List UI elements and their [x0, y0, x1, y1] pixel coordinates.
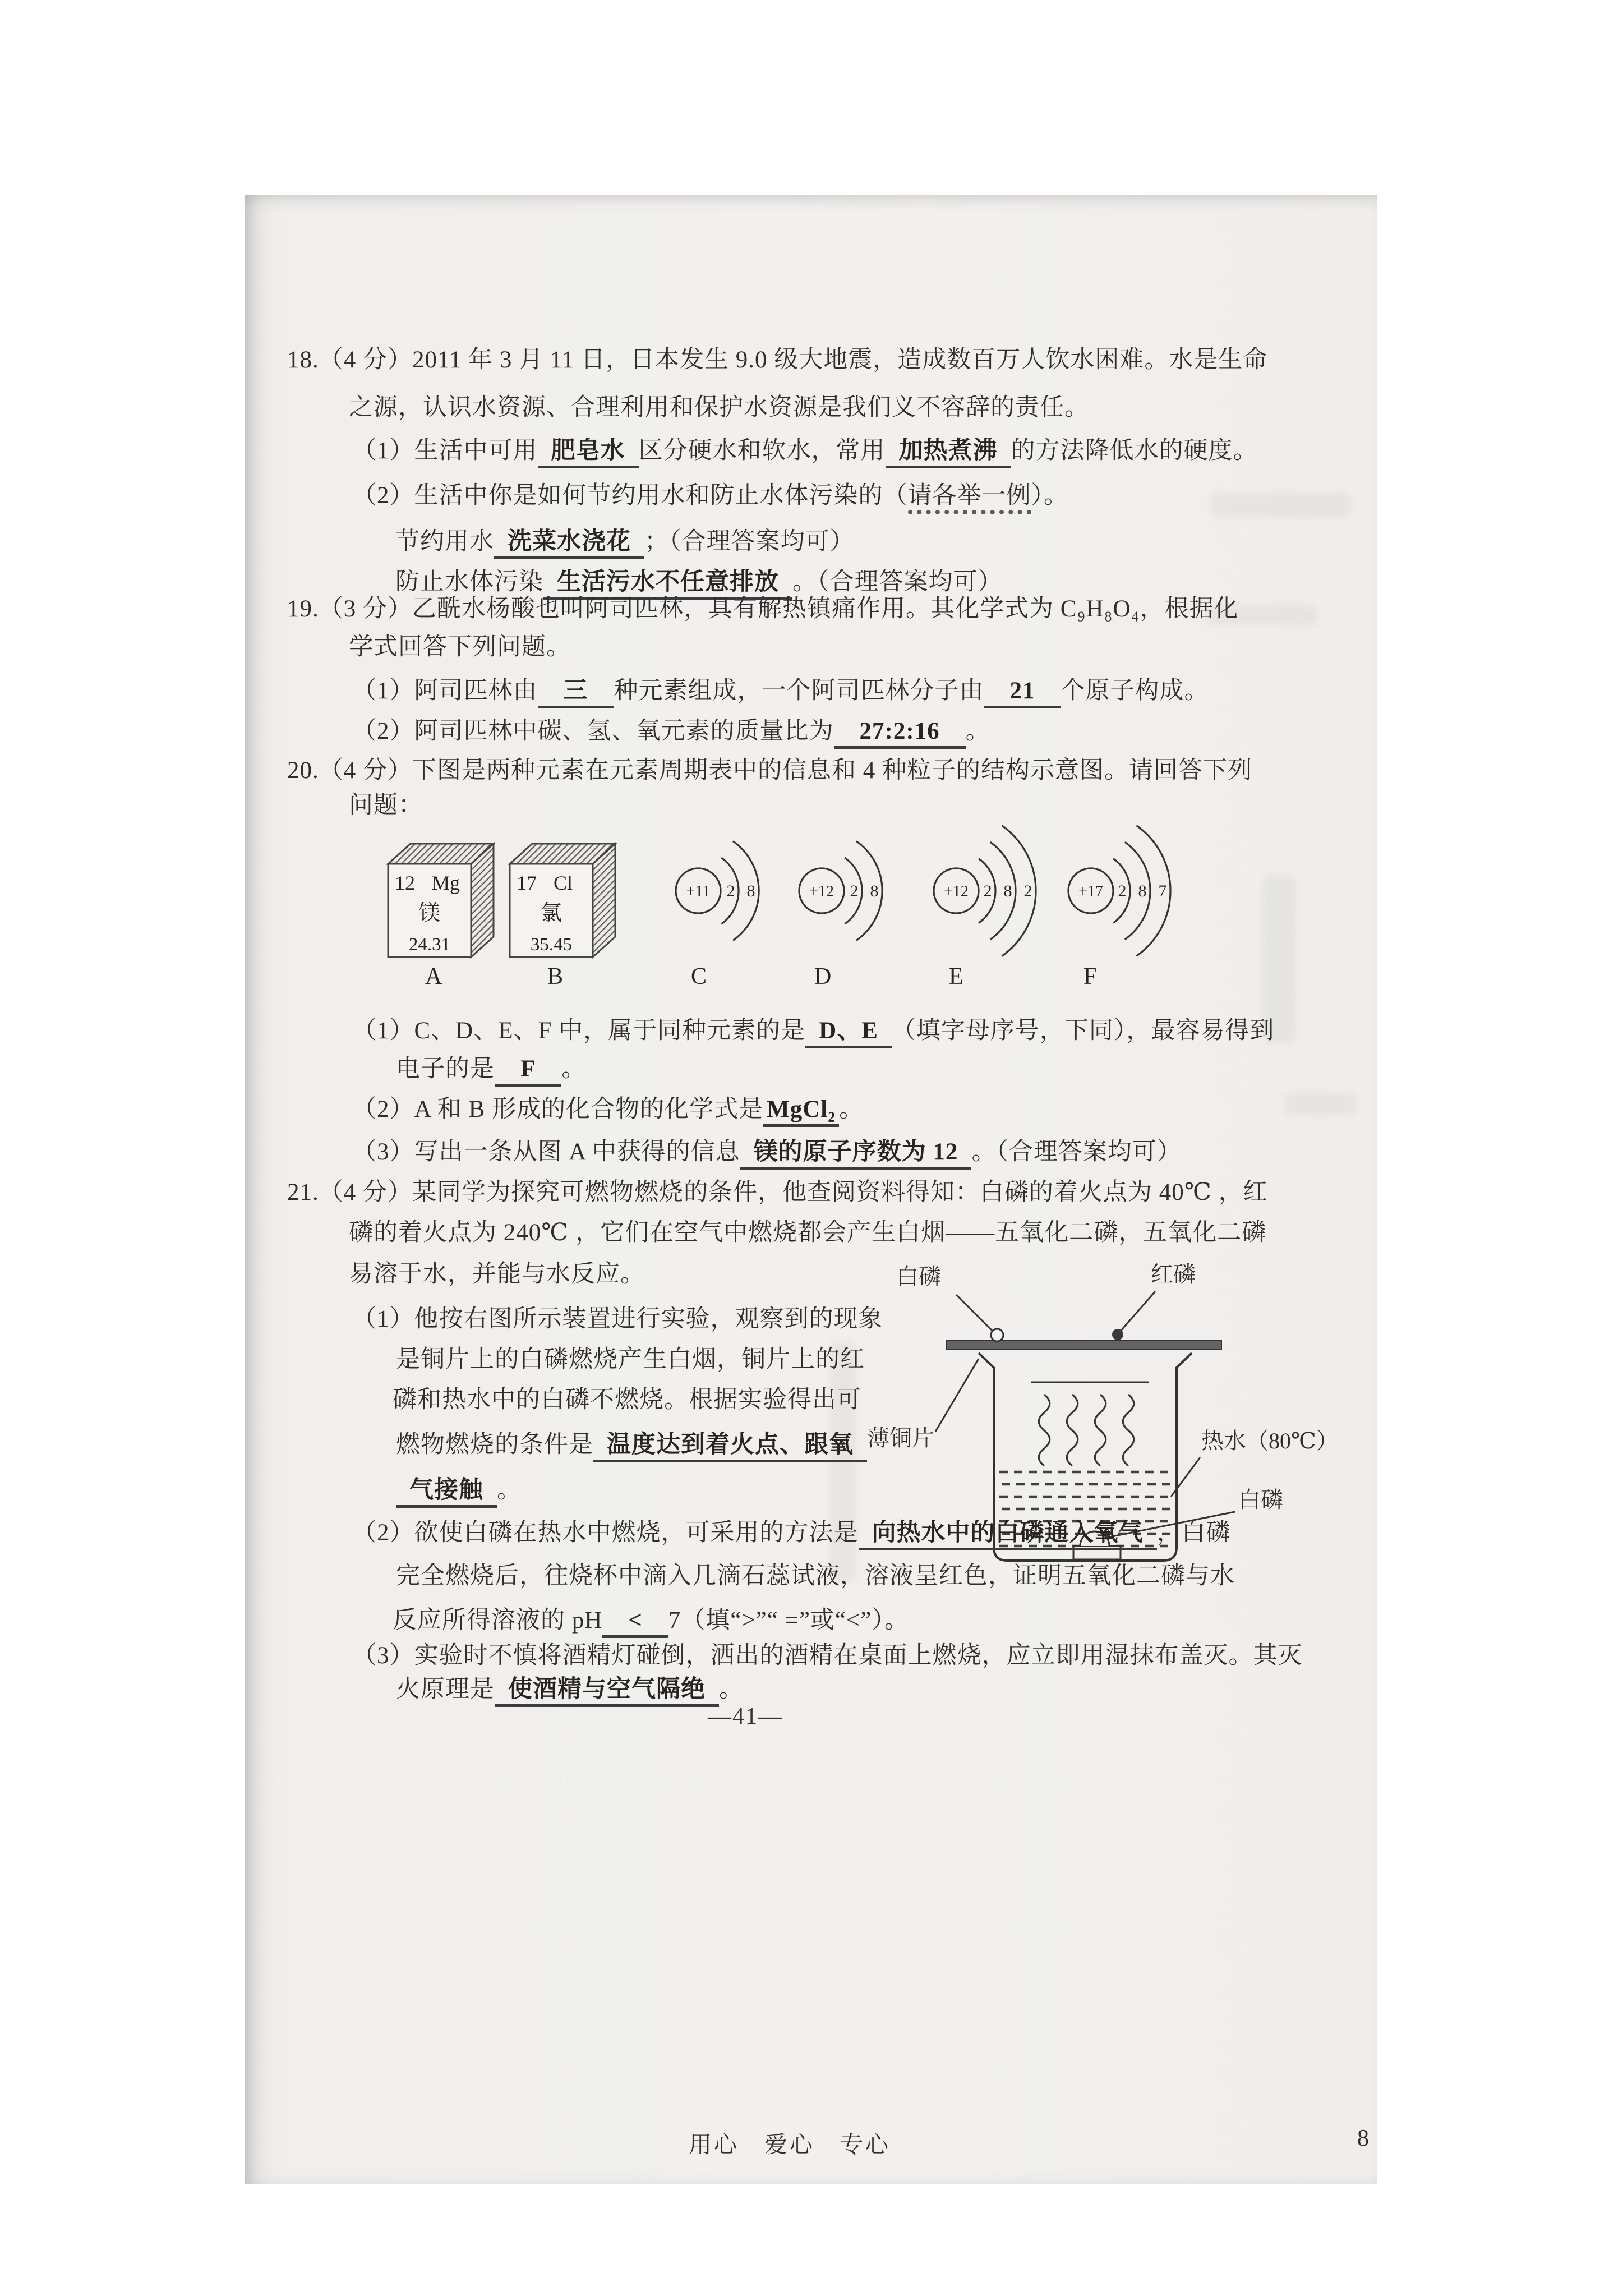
q20-sub3-post: 。（合理答案均可） — [971, 1139, 1182, 1165]
particle-diagram-C — [673, 807, 808, 975]
q18-prevent-post: 。（合理答案均可） — [792, 569, 1003, 595]
q18-save-post: ；（合理答案均可） — [644, 528, 855, 555]
diagram-label-E: E — [949, 964, 963, 990]
nucleus-C-charge: +11 — [686, 883, 711, 900]
q21-sub1-line2: 是铜片上的白磷燃烧产生白烟，铜片上的红 — [396, 1346, 865, 1373]
q19-sub1-post: 个原子构成。 — [1061, 678, 1209, 704]
box-A-side-face — [471, 844, 494, 957]
element-box-B — [508, 840, 620, 959]
particle-diagram-D — [796, 807, 931, 975]
shell-count: 2 — [850, 882, 859, 900]
red-phosphorus-on-sheet — [1112, 1329, 1123, 1340]
q21-sub2-pre: （2）欲使白磷在热水中燃烧，可采用的方法是 — [352, 1520, 859, 1546]
q18-sub1 — [352, 435, 1258, 467]
q20-sub2 — [352, 1094, 864, 1125]
q21-sub1-line4 — [396, 1429, 867, 1461]
leader-copper-sheet — [935, 1359, 979, 1432]
nucleus-E-charge: +12 — [944, 883, 969, 900]
q18-save-water-line — [395, 526, 855, 558]
q18-sub1-answer1: 肥皂水 — [538, 438, 639, 468]
q21-sub1-line3: 磷和热水中的白磷不燃烧。根据实验得出可 — [393, 1387, 861, 1413]
leader-red-p — [1120, 1291, 1155, 1332]
q20-sub2-post: 。 — [839, 1096, 864, 1122]
q18-sub2-post: ）。 — [1031, 482, 1068, 509]
inner-page-number: —41— — [708, 1704, 783, 1729]
label-red-phosphorus: 红磷 — [1151, 1262, 1196, 1287]
q21-sub3-line1: （3）实验时不慎将酒精灯碰倒，洒出的酒精在桌面上燃烧，应立即用湿抹布盖灭。其灭 — [352, 1642, 1303, 1669]
nucleus-F-charge: +17 — [1078, 883, 1103, 900]
shell-count: 2 — [1023, 882, 1032, 900]
shell-count: 2 — [1118, 882, 1127, 900]
q21-stem-line3: 易溶于水，并能与水反应。 — [349, 1261, 645, 1287]
q21-stem-line1: 21.（4 分）某同学为探究可燃物燃烧的条件，他查阅资料得知：白磷的着火点为 40℃ ，红 — [287, 1179, 1268, 1205]
q20-sub2-pre: （2）A 和 B 形成的化合物的化学式是 — [352, 1096, 764, 1122]
footer-motto: 用心 爱心 专心 — [689, 2132, 891, 2157]
q21-sub2-line2: 完全燃烧后，往烧杯中滴入几滴石蕊试液，溶液呈红色，证明五氧化二磷与水 — [396, 1563, 1235, 1589]
q18-sub1-pre: （1）生活中可用 — [352, 438, 538, 464]
shell-count: 8 — [870, 882, 879, 900]
vapor-wave — [1123, 1395, 1134, 1466]
label-copper-sheet: 薄铜片 — [867, 1425, 934, 1451]
scan-artifact — [1284, 1093, 1357, 1115]
q19-sub2 — [352, 716, 990, 747]
q21-stem-line2: 磷的着火点为 240℃ ，它们在空气中燃烧都会产生白烟——五氧化二磷，五氧化二磷 — [349, 1220, 1267, 1246]
diagram-label-F: F — [1083, 964, 1097, 990]
q21-sub1-answer-part2: 气接触 — [396, 1477, 497, 1508]
vapor-wave — [1095, 1395, 1106, 1466]
particle-diagram-F — [1066, 807, 1200, 975]
q18-stem-line2: 之源，认识水资源、合理利用和保护水资源是我们义不容辞的责任。 — [349, 394, 1089, 421]
leader-white-p-top — [956, 1295, 994, 1333]
q20-sub2-answer: MgCl₂ — [763, 1096, 839, 1127]
q20-sub3-pre: （3）写出一条从图 A 中获得的信息 — [352, 1139, 740, 1165]
diagram-label-C: C — [691, 964, 707, 990]
box-B-mass: 35.45 — [530, 935, 573, 955]
q21-sub2-ph-answer: < — [602, 1607, 668, 1638]
box-B-atomic-number: 17 — [517, 872, 537, 894]
q20-sub3-answer: 镁的原子序数为 12 — [740, 1139, 972, 1170]
leader-hot-water — [1171, 1457, 1200, 1497]
q21-sub1-pre: 燃物燃烧的条件是 — [396, 1432, 593, 1458]
q18-sub1-mid: 区分硬水和软水，常用 — [638, 438, 886, 464]
box-B-symbol: Cl — [554, 872, 573, 894]
q20-sub1b-post: 。 — [561, 1056, 587, 1082]
box-A-name: 镁 — [418, 901, 441, 925]
scan-artifact — [1211, 493, 1352, 517]
q20-sub1b-pre: 电子的是 — [396, 1056, 495, 1082]
vapor-wave — [1067, 1395, 1078, 1466]
q21-sub2-ph-pre: 反应所得溶液的 pH — [393, 1607, 603, 1634]
diagram-label-D: D — [814, 964, 832, 990]
q21-sub2-post: ，白磷 — [1156, 1520, 1231, 1546]
q19-sub2-post: 。 — [965, 718, 990, 744]
q18-sub1-post: 的方法降低水的硬度。 — [1011, 438, 1258, 464]
diagram-label-B: B — [547, 964, 564, 990]
q18-save-answer: 洗菜水浇花 — [494, 528, 644, 559]
q20-sub1b-answer: F — [495, 1056, 561, 1087]
particle-diagram-E — [931, 807, 1066, 975]
box-B-side-face — [593, 844, 615, 957]
q19-sub1-mid: 种元素组成，一个阿司匹林分子由 — [614, 678, 984, 704]
q19-sub1-pre: （1）阿司匹林由 — [352, 678, 538, 704]
shell-count: 2 — [726, 882, 735, 900]
shell-count: 8 — [1003, 882, 1012, 900]
q21-sub1-answer-part1: 温度达到着火点、跟氧 — [593, 1432, 867, 1462]
footer-page-number: 8 — [1357, 2125, 1369, 2151]
q21-sub1-post: 。 — [497, 1477, 522, 1503]
q18-sub1-answer2: 加热煮沸 — [886, 438, 1011, 468]
q19-sub2-pre: （2）阿司匹林中碳、氢、氧元素的质量比为 — [352, 718, 834, 744]
q18-prevent-answer: 生活污水不任意排放 — [543, 569, 792, 600]
copper-sheet — [947, 1341, 1221, 1350]
q18-stem-line1: 18.（4 分）2011 年 3 月 11 日，日本发生 9.0 级大地震，造成数百万人饮水困难。水是生命 — [287, 347, 1268, 373]
q21-sub3-line2 — [396, 1674, 744, 1705]
q20-sub1-pre: （1）C、D、E、F 中，属于同种元素的是 — [352, 1018, 806, 1044]
q20-sub1-line2 — [396, 1053, 586, 1085]
q19-sub1-answer2: 21 — [984, 678, 1061, 708]
shell-count: 8 — [746, 882, 755, 900]
box-B-name: 氯 — [540, 901, 562, 925]
q18-sub2-emphasis: 请各举一例 — [908, 482, 1031, 514]
q18-prevent-pre: 防止水体污染 — [395, 569, 543, 595]
q21-sub2-ph-seven: 7 — [668, 1607, 681, 1634]
shell-count: 2 — [983, 882, 992, 900]
q19-stem-line1: 19.（3 分）乙酰水杨酸也叫阿司匹林，具有解热镇痛作用。其化学式为 C₉H₈O₄，根据化 — [287, 596, 1239, 622]
vapor-wave — [1039, 1395, 1050, 1466]
q20-sub1-answer: D、E — [805, 1018, 892, 1048]
q19-sub1 — [352, 675, 1209, 707]
q20-sub1-line1 — [352, 1015, 1274, 1047]
label-hot-water: 热水（80℃） — [1201, 1428, 1339, 1453]
q18-sub2 — [352, 480, 1068, 512]
q18-save-pre: 节约用水 — [395, 528, 494, 555]
shell-count: 8 — [1138, 882, 1147, 900]
q19-sub1-answer1: 三 — [538, 678, 614, 708]
box-A-mass: 24.31 — [408, 935, 451, 955]
q21-sub3-post: 。 — [719, 1676, 744, 1703]
q21-sub3-answer: 使酒精与空气隔绝 — [495, 1676, 719, 1707]
q19-stem-line2: 学式回答下列问题。 — [349, 634, 571, 660]
label-white-phosphorus-bottom: 白磷 — [1238, 1487, 1283, 1512]
q21-sub2-ph-post: （填“>”“ =”或“<”）。 — [681, 1607, 909, 1634]
q20-sub1-post: （填字母序号，下同），最容易得到 — [891, 1018, 1275, 1044]
shell-count: 7 — [1158, 882, 1167, 900]
q19-sub2-answer: 27:2:16 — [834, 718, 966, 749]
box-A-atomic-number: 12 — [395, 872, 415, 894]
q21-sub1-line1: （1）他按右图所示装置进行实验，观察到的现象 — [352, 1306, 883, 1332]
q20-stem-line1: 20.（4 分）下图是两种元素在元素周期表中的信息和 4 种粒子的结构示意图。请回答下列 — [287, 757, 1252, 784]
q21-sub2-line3 — [393, 1605, 909, 1636]
diagram-label-A: A — [425, 964, 442, 990]
q21-sub2-answer: 向热水中的白磷通入氧气 — [859, 1520, 1157, 1550]
q18-sub2-pre: （2）生活中你是如何节约用水和防止水体污染的（ — [352, 482, 908, 509]
q20-stem-line2: 问题： — [349, 792, 423, 818]
white-phosphorus-on-sheet — [991, 1329, 1003, 1341]
q21-sub1-line5 — [396, 1475, 522, 1506]
q20-sub3 — [352, 1137, 1182, 1168]
label-white-phosphorus-top: 白磷 — [896, 1264, 941, 1289]
element-box-A — [386, 840, 498, 959]
box-A-symbol: Mg — [432, 872, 460, 894]
q21-sub3-pre: 火原理是 — [396, 1676, 495, 1703]
q21-sub2-line1 — [352, 1517, 1231, 1549]
nucleus-D-charge: +12 — [809, 883, 834, 900]
